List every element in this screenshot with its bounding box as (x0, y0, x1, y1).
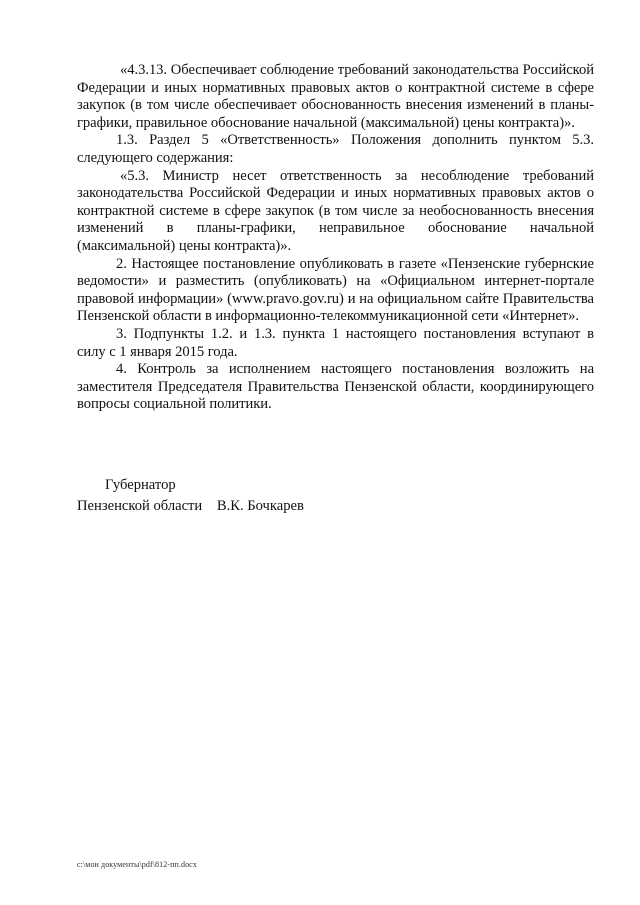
paragraph-1-3: 1.3. Раздел 5 «Ответственность» Положения дополнить пунктом 5.3. следующего содержания: (77, 132, 594, 166)
signature-block (77, 475, 304, 517)
paragraph-3: 3. Подпункты 1.2. и 1.3. пункта 1 настоящего постановления вступают в силу с 1 января 2015 года. (77, 325, 594, 360)
signature-name: В.К. Бочкарев (216, 498, 304, 514)
document-body (77, 62, 594, 414)
paragraph-2: 2. Настоящее постановление опубликовать в газете «Пензенские губернские ведомости» и разместить (опубликовать) на «Официальном интернет-портале правовой информации» (www.pravo.gov.ru) и на официальном сайте Правительства Пензенской области в информационно-телекоммуникационной сети «Интернет». (77, 255, 594, 325)
signature-title-line1: Губернатор (105, 477, 176, 493)
paragraph-5-3: «5.3. Министр несет ответственность за несоблюдение требований законодательства Российской Федерации и иных нормативных правовых актов о контрактной системе в сфере закупок (в том числе за необоснованность внесения изменений в планы-графики, неправильное обоснование начальной (максимальной) цены контракта)». (77, 167, 594, 254)
footer-file-path: c:\мои документы\pdf\812-пп.docx (77, 860, 197, 869)
signature-title-line2: Пензенской области (77, 498, 203, 514)
signature-title-row (77, 496, 304, 517)
paragraph-4: 4. Контроль за исполнением настоящего постановления возложить на заместителя Председателя Правительства Пензенской области, координирующего вопросы социальной политики. (77, 361, 594, 413)
paragraph-4-3-13: «4.3.13. Обеспечивает соблюдение требований законодательства Российской Федерации и иных нормативных правовых актов о контрактной системе в сфере закупок (в том числе обеспечивает обоснованность внесения изменений в планы-графики, правильное обоснование начальной (максимальной) цены контракта)». (77, 62, 594, 131)
